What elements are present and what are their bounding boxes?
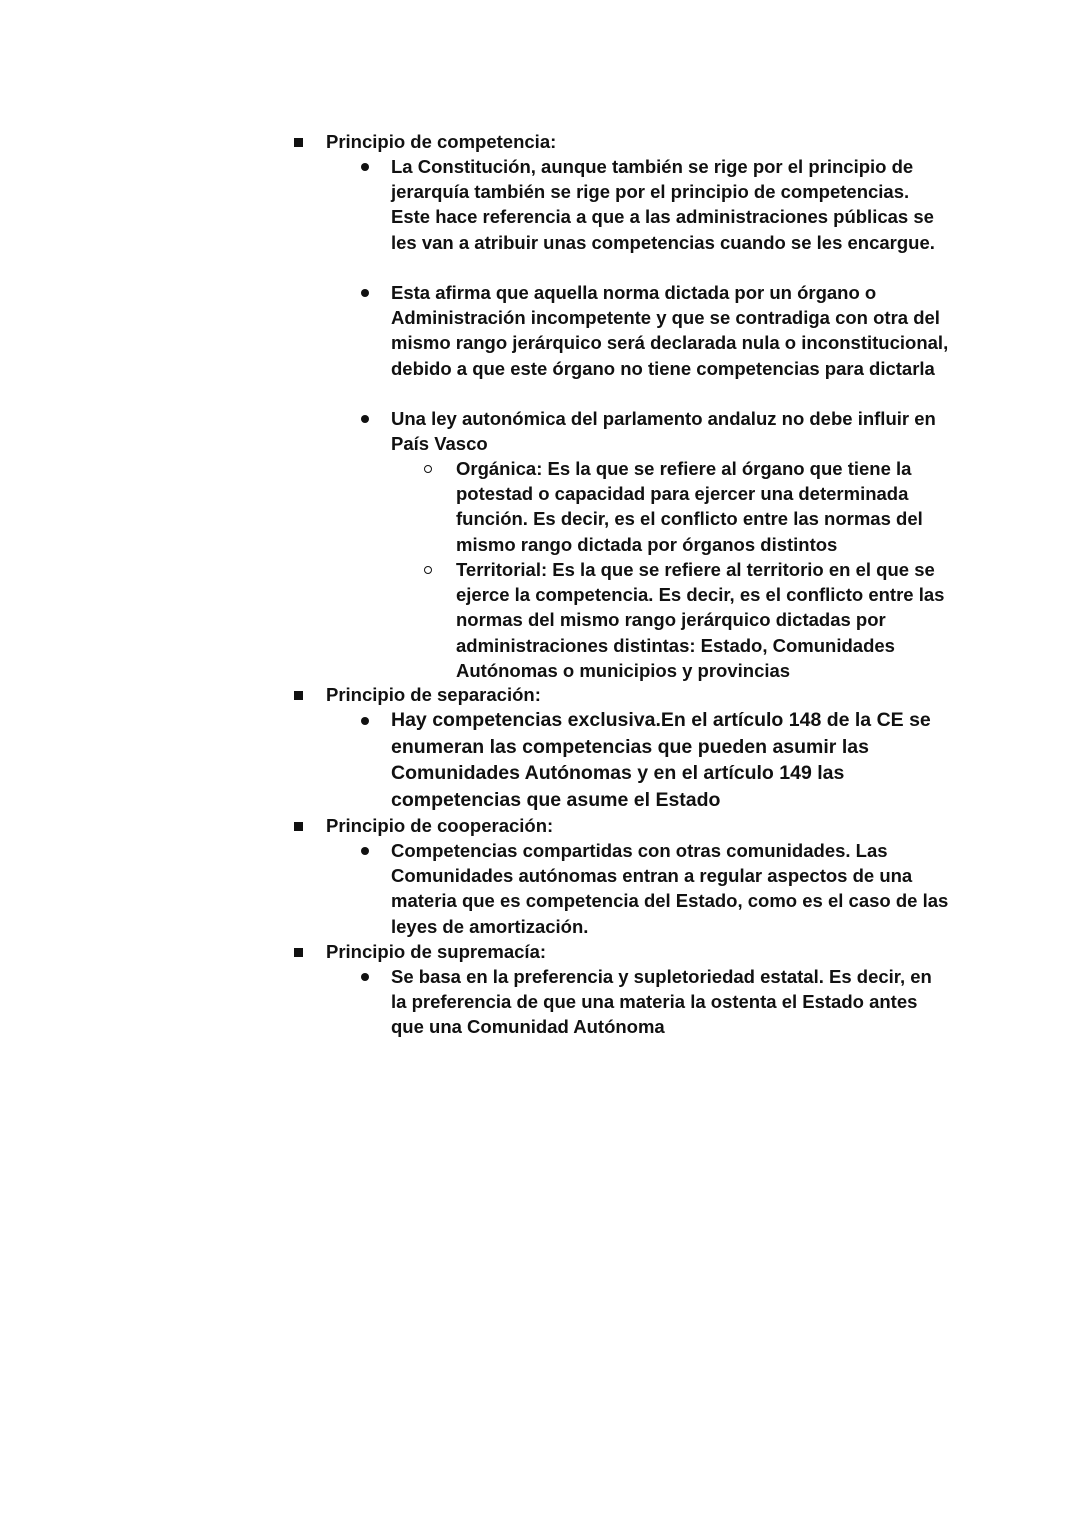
bullet-text: Esta afirma que aquella norma dictada por un órgano o Administración incompetente y que se contradiga con otra del mismo rango jerárquico será declarada nula o inconstitucional, debido a que este órgano no tiene competencias para dictarla — [391, 282, 949, 379]
round-bullet-icon — [361, 415, 369, 423]
bullet-text: La Constitución, aunque también se rige por el principio de jerarquía también se rige por el principio de competencias. Este hace referencia a que a las administraciones públicas se les van a atribuir unas competencias cuando se les encargue. — [391, 156, 935, 253]
section-heading: Principio de supremacía: — [326, 941, 547, 962]
sub-bullet-text: Territorial: Es la que se refiere al territorio en el que se ejerce la competencia. Es decir, es el conflicto entre las normas del mismo rango jerárquico dictadas por administraciones distintas: Estado, Comunidades Autónomas o municipios y provincias — [456, 559, 945, 681]
hollow-circle-bullet-icon — [424, 566, 432, 574]
bullet-text: Una ley autonómica del parlamento andaluz no debe influir en País Vasco — [391, 408, 936, 455]
round-bullet-icon — [361, 163, 369, 171]
round-bullet-icon — [361, 847, 369, 855]
round-bullet-icon — [361, 973, 369, 981]
square-bullet-icon — [294, 948, 303, 957]
hollow-circle-bullet-icon — [424, 465, 432, 473]
square-bullet-icon — [294, 138, 303, 147]
round-bullet-icon — [361, 717, 369, 725]
round-bullet-icon — [361, 289, 369, 297]
bullet-text: Competencias compartidas con otras comunidades. Las Comunidades autónomas entran a regular aspectos de una materia que es competencia del Estado, como es el caso de las leyes de amortización. — [391, 840, 949, 937]
sub-bullet-text: Orgánica: Es la que se refiere al órgano que tiene la potestad o capacidad para ejercer una determinada función. Es decir, es el conflicto entre las normas del mismo rango dictada por órganos distintos — [456, 458, 923, 555]
square-bullet-icon — [294, 691, 303, 700]
section-heading: Principio de cooperación: — [326, 815, 554, 836]
section-heading: Principio de separación: — [326, 684, 541, 705]
section-heading: Principio de competencia: — [326, 131, 557, 152]
square-bullet-icon — [294, 822, 303, 831]
bullet-text: Se basa en la preferencia y supletoriedad estatal. Es decir, en la preferencia de que una materia la ostenta el Estado antes que una Comunidad Autónoma — [391, 966, 932, 1038]
bullet-text: Hay competencias exclusiva.En el artículo 148 de la CE se enumeran las competencias que pueden asumir las Comunidades Autónomas y en el artículo 149 las competencias que asume el Estado — [391, 709, 931, 811]
